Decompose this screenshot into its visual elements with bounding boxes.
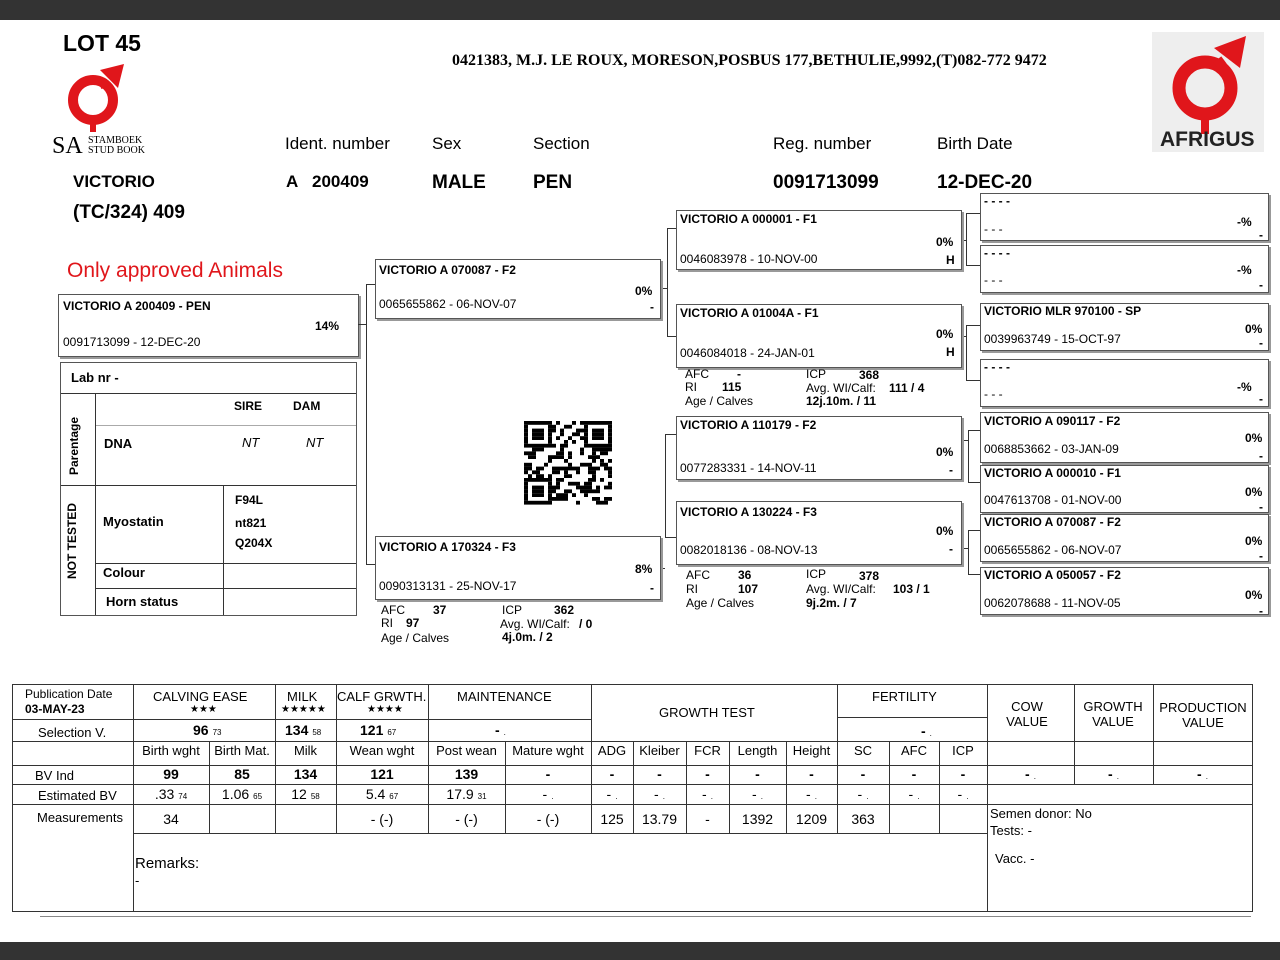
dd-wi: 103 / 1: [893, 582, 930, 596]
dam-pct: 8%: [635, 562, 653, 576]
value-index-cell: - .: [1197, 766, 1208, 782]
ds-name: VICTORIO A 110179 - F2: [680, 418, 817, 432]
calving-stars: ★★★: [190, 704, 217, 715]
ggp-mark: -: [1259, 449, 1263, 463]
sa-label: SA: [52, 133, 83, 159]
column-header: Birth Mat.: [214, 743, 270, 758]
sd-afc: -: [737, 367, 741, 381]
animal-tattoo: (TC/324) 409: [73, 202, 185, 223]
bv-cell: -: [609, 766, 615, 782]
dd-age: 9j.2m. / 7: [806, 596, 857, 610]
ebv-cell: - .: [654, 786, 665, 802]
ggp-box-3: [980, 303, 1269, 351]
ggp-reg: 0065655862 - 06-NOV-07: [984, 543, 1122, 557]
dam-box: [375, 536, 661, 600]
ggp-box-6: [980, 465, 1269, 513]
dd-wi-label: Avg. WI/Calf:: [806, 582, 876, 596]
qr-code-icon: [524, 421, 612, 505]
dam-age-label: Age / Calves: [381, 631, 450, 645]
ebv-cell: - .: [957, 786, 969, 802]
ggp-pct: 0%: [1245, 588, 1263, 602]
sd-mark: H: [946, 345, 955, 359]
lot-number: LOT 45: [63, 30, 141, 56]
measurement-cell: 1392: [741, 811, 774, 827]
myostatin-value: F94L: [235, 493, 264, 507]
birth-value: 12-DEC-20: [937, 172, 1033, 193]
ggp-pct: 0%: [1245, 534, 1263, 548]
selection-label: Selection V.: [38, 725, 107, 740]
dd-icp-label: ICP: [806, 567, 827, 581]
dam-ri-label: RI: [381, 616, 393, 630]
bv-cell: -: [657, 766, 662, 782]
myostatin-value: nt821: [235, 516, 267, 530]
performance-table: [12, 684, 1253, 912]
bv-cell: -: [960, 766, 966, 782]
semen-donor: Semen donor: No: [990, 806, 1092, 821]
ident-prefix: A: [286, 172, 299, 191]
paternal-grandsire-box: [676, 210, 962, 270]
dam-afc-label: AFC: [381, 603, 405, 617]
bv-ind-label: BV Ind: [35, 768, 75, 783]
measurement-cell: - (-): [455, 811, 478, 827]
cow-value-header: COW VALUE: [1006, 699, 1048, 729]
ebv-cell: .33 74: [154, 786, 188, 802]
approved-notice: Only approved Animals: [67, 259, 283, 282]
birth-label: Birth Date: [937, 134, 1013, 153]
stud-book-label: STAMBOEK STUD BOOK: [88, 135, 145, 156]
milk-header: MILK: [287, 689, 318, 704]
measurement-cell: 34: [163, 811, 179, 827]
column-header: Height: [792, 743, 831, 758]
bv-cell: -: [860, 766, 866, 782]
dam-col-label: DAM: [293, 399, 321, 413]
ggp-reg: 0039963749 - 15-OCT-97: [984, 332, 1121, 346]
bv-cell: 134: [293, 766, 318, 782]
column-header: Mature wght: [512, 743, 584, 758]
dam-ri: 97: [406, 616, 420, 630]
ggp-mark: -: [1259, 500, 1263, 514]
measurement-cell: -: [705, 811, 710, 827]
maternal-granddam-box: [676, 501, 962, 565]
column-header: Wean wght: [349, 743, 415, 758]
ds-mark: -: [949, 463, 953, 477]
myostatin-value: Q204X: [235, 536, 273, 550]
selection-fert: - .: [921, 723, 932, 739]
measurement-cell: 363: [851, 811, 875, 827]
ident-label: Ident. number: [285, 134, 390, 153]
sd-afc-label: AFC: [685, 367, 709, 381]
afrigus-logo-icon: [1158, 30, 1258, 135]
subject-name: VICTORIO A 200409 - PEN: [63, 299, 211, 313]
ggp-reg: - - -: [984, 387, 1003, 401]
afrigus-brand: AFRIGUS: [1160, 128, 1255, 151]
bottom-bar: [0, 942, 1280, 960]
vacc: Vacc. -: [995, 851, 1035, 866]
sex-value: MALE: [432, 172, 486, 193]
sd-icp: 368: [859, 368, 880, 382]
section-label: Section: [533, 134, 590, 153]
ebv-cell: - .: [908, 786, 920, 802]
sd-age: 12j.10m. / 11: [806, 394, 877, 408]
ggp-mark: -: [1259, 604, 1263, 618]
column-header: Birth wght: [142, 743, 200, 758]
sire-name: VICTORIO A 070087 - F2: [379, 263, 516, 277]
ggp-mark: -: [1259, 278, 1263, 292]
ebv-cell: 17.9 31: [446, 786, 487, 802]
sd-wi: 111 / 4: [889, 381, 925, 395]
ggp-box-1: [980, 193, 1269, 241]
ggp-pct: 0%: [1245, 322, 1263, 336]
parentage-side-label: Parentage: [67, 416, 81, 475]
ggp-box-2: [980, 245, 1269, 293]
stud-book-logo-icon: [60, 62, 132, 134]
measurement-cell: - (-): [536, 811, 560, 827]
ggp-reg: 0047613708 - 01-NOV-00: [984, 493, 1122, 507]
sd-ri: 115: [722, 380, 742, 394]
ggp-pct: -%: [1237, 380, 1252, 394]
sd-age-label: Age / Calves: [685, 394, 754, 408]
dam-icp-label: ICP: [502, 603, 523, 617]
bv-cell: -: [545, 766, 551, 782]
sd-reg: 0046084018 - 24-JAN-01: [680, 346, 815, 360]
ggp-name: VICTORIO A 050057 - F2: [984, 568, 1121, 582]
ggp-box-8: [980, 567, 1269, 618]
value-index-cell: - .: [1108, 766, 1119, 782]
dd-icp: 378: [859, 569, 880, 583]
dd-age-label: Age / Calves: [686, 596, 755, 610]
tests: Tests: -: [990, 823, 1032, 838]
measurement-cell: 1209: [795, 811, 828, 827]
sire-box: [375, 259, 661, 319]
column-header: ICP: [952, 743, 974, 758]
sire-mark: -: [650, 300, 654, 314]
dd-afc: 36: [738, 568, 752, 582]
dd-reg: 0082018136 - 08-NOV-13: [680, 543, 818, 557]
ds-reg: 0077283331 - 14-NOV-11: [680, 461, 817, 475]
ebv-cell: - .: [542, 786, 554, 802]
dd-mark: -: [949, 542, 953, 556]
reg-value: 0091713099: [773, 172, 879, 193]
bv-cell: -: [911, 766, 917, 782]
column-header: Milk: [293, 743, 318, 758]
ds-pct: 0%: [936, 445, 954, 459]
column-header: Post wean: [436, 743, 497, 758]
ggp-name: VICTORIO MLR 970100 - SP: [984, 304, 1142, 318]
ggp-box-5: [980, 412, 1269, 463]
dam-wi: / 0: [579, 617, 593, 631]
reg-label: Reg. number: [773, 134, 872, 153]
ggp-reg: - - -: [984, 222, 1003, 236]
value-index-cell: - .: [1025, 766, 1036, 782]
dam-wi-label: Avg. WI/Calf:: [500, 617, 570, 631]
ggp-reg: 0068853662 - 03-JAN-09: [984, 442, 1119, 456]
sd-pct: 0%: [936, 327, 954, 341]
measurement-cell: - (-): [370, 811, 394, 827]
ident-number: 200409: [312, 172, 369, 191]
ggp-name: VICTORIO A 090117 - F2: [984, 414, 1121, 428]
dna-sire-value: NT: [242, 435, 260, 450]
ggp-box-4: [980, 359, 1269, 407]
ss-mark: H: [946, 253, 955, 267]
section-value: PEN: [533, 172, 573, 193]
bv-cell: 121: [370, 766, 394, 782]
ggp-mark: -: [1259, 392, 1263, 406]
ggp-mark: -: [1259, 549, 1263, 563]
bv-cell: -: [705, 766, 710, 782]
ggp-mark: -: [1259, 336, 1263, 350]
pub-date: 03-MAY-23: [25, 702, 85, 716]
paternal-granddam-box: [676, 304, 962, 368]
ss-reg: 0046083978 - 10-NOV-00: [680, 252, 818, 266]
measurement-cell: 125: [600, 811, 624, 827]
lab-number: Lab nr -: [71, 370, 119, 385]
selection-milk: 134 58: [285, 722, 322, 738]
horn-status-label: Horn status: [106, 594, 179, 609]
fertility-header: FERTILITY: [872, 689, 937, 704]
sd-icp-label: ICP: [806, 367, 827, 381]
calf-growth-header: CALF GRWTH.: [337, 689, 427, 704]
calving-ease-header: CALVING EASE: [153, 689, 248, 704]
ggp-pct: 0%: [1245, 485, 1263, 499]
ebv-cell: - .: [857, 786, 869, 802]
ebv-cell: 1.06 65: [221, 786, 263, 802]
myostatin-label: Myostatin: [103, 514, 164, 529]
dam-age: 4j.0m. / 2: [502, 630, 553, 644]
sex-label: Sex: [432, 134, 462, 153]
selection-calf: 121 67: [360, 722, 397, 738]
dam-afc: 37: [433, 603, 447, 617]
dd-ri-label: RI: [686, 582, 698, 596]
subject-box: [58, 294, 359, 357]
ebv-cell: 12 58: [291, 786, 320, 802]
bv-cell: -: [755, 766, 760, 782]
sire-pct: 0%: [635, 284, 653, 298]
bv-cell: 99: [163, 766, 179, 782]
ss-pct: 0%: [936, 235, 954, 249]
ggp-mark: -: [1259, 228, 1263, 242]
growth-test-header: GROWTH TEST: [659, 705, 755, 720]
column-header: Kleiber: [639, 743, 680, 758]
ss-name: VICTORIO A 000001 - F1: [680, 212, 817, 226]
ggp-reg: - - -: [984, 273, 1003, 287]
animal-name: VICTORIO: [73, 172, 155, 191]
selection-maint: - .: [495, 722, 506, 738]
ggp-reg: 0062078688 - 11-NOV-05: [984, 596, 1121, 610]
dd-pct: 0%: [936, 524, 954, 538]
calf-stars: ★★★★: [367, 704, 403, 715]
growth-value-header: GROWTH VALUE: [1083, 699, 1143, 729]
dna-dam-value: NT: [306, 435, 324, 450]
sire-reg: 0065655862 - 06-NOV-07: [379, 297, 517, 311]
ebv-cell: - .: [806, 786, 817, 802]
dam-mark: -: [650, 581, 654, 595]
maintenance-header: MAINTENANCE: [457, 689, 552, 704]
sd-ri-label: RI: [685, 380, 697, 394]
ggp-name: VICTORIO A 070087 - F2: [984, 515, 1121, 529]
sd-wi-label: Avg. WI/Calf:: [806, 381, 876, 395]
column-header: Length: [737, 743, 778, 758]
not-tested-label: NOT TESTED: [65, 502, 79, 579]
breeder-info: 0421383, M.J. LE ROUX, MORESON,POSBUS 177,BETHULIE,9992,(T)082-772 9472: [452, 52, 1047, 69]
dd-name: VICTORIO A 130224 - F3: [680, 505, 817, 519]
dam-reg: 0090313131 - 25-NOV-17: [379, 579, 517, 593]
subject-reg: 0091713099 - 12-DEC-20: [63, 335, 201, 349]
bv-cell: 85: [234, 766, 250, 782]
ggp-name: - - - -: [984, 246, 1010, 260]
ggp-pct: -%: [1237, 215, 1252, 229]
colour-label: Colour: [103, 565, 145, 580]
ebv-cell: - .: [752, 786, 763, 802]
top-bar: [0, 0, 1280, 20]
dna-label: DNA: [104, 436, 133, 451]
column-header: FCR: [694, 743, 721, 758]
subject-pct: 14%: [315, 319, 340, 333]
ggp-pct: -%: [1237, 263, 1252, 277]
bv-cell: 139: [454, 766, 479, 782]
measurement-cell: 13.79: [641, 811, 678, 827]
sd-name: VICTORIO A 01004A - F1: [680, 306, 819, 320]
selection-calving: 96 73: [193, 722, 222, 738]
production-value-header: PRODUCTION VALUE: [1159, 700, 1247, 730]
pub-date-label: Publication Date: [25, 687, 113, 701]
ebv-cell: - .: [702, 786, 713, 802]
column-header: AFC: [901, 743, 927, 758]
remarks-text: -: [135, 873, 140, 888]
dam-name: VICTORIO A 170324 - F3: [379, 540, 516, 554]
ggp-name: VICTORIO A 000010 - F1: [984, 466, 1121, 480]
maternal-grandsire-box: [676, 416, 962, 480]
column-header: SC: [853, 743, 873, 758]
column-header: ADG: [597, 743, 627, 758]
ggp-name: - - - -: [984, 360, 1010, 374]
ggp-name: - - - -: [984, 194, 1010, 208]
parentage-panel: [60, 362, 357, 616]
ebv-cell: 5.4 67: [365, 786, 399, 802]
ggp-pct: 0%: [1245, 431, 1263, 445]
dam-icp: 362: [554, 603, 575, 617]
dd-ri: 107: [738, 582, 759, 596]
milk-stars: ★★★★★: [281, 704, 326, 715]
dd-afc-label: AFC: [686, 568, 710, 582]
measurements-label: Measurements: [37, 810, 123, 825]
remarks-label: Remarks:: [135, 855, 200, 872]
sire-col-label: SIRE: [234, 399, 263, 413]
ggp-box-7: [980, 514, 1269, 562]
ebv-cell: - .: [606, 786, 618, 802]
bv-cell: -: [809, 766, 814, 782]
estimated-bv-label: Estimated BV: [38, 788, 117, 803]
